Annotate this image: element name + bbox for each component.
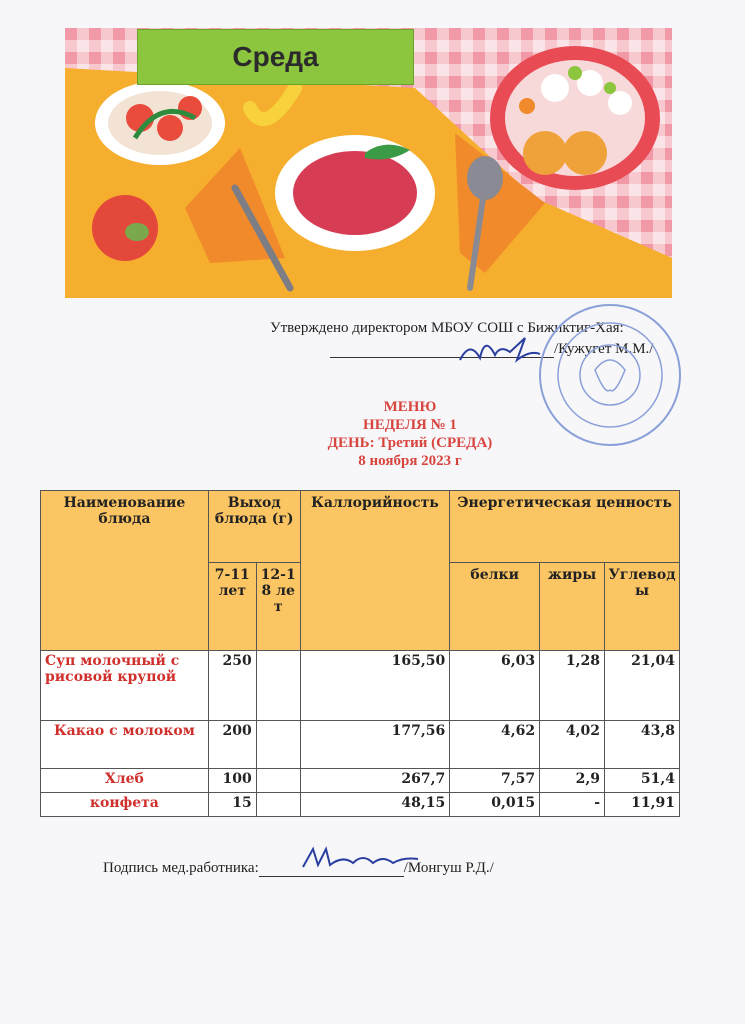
protein-value: 4,62 [450,721,540,769]
output-7-11: 100 [208,769,256,793]
menu-date: 8 ноября 2023 г [358,453,462,469]
header-carbs: Углеводы [605,563,680,651]
output-12-18 [256,793,300,817]
table-row [41,651,680,721]
output-12-18 [256,721,300,769]
table-row [41,793,680,817]
output-12-18 [256,769,300,793]
carbs-value: 21,04 [605,651,680,721]
output-7-11: 15 [208,793,256,817]
protein-value: 6,03 [450,651,540,721]
table-row [41,769,680,793]
fat-value: 4,02 [540,721,605,769]
carbs-value: 51,4 [605,769,680,793]
dish-name: Хлеб [41,769,209,793]
output-7-11: 200 [208,721,256,769]
fat-value: 1,28 [540,651,605,721]
approval-text: Утверждено директором МБОУ СОШ с Бижиктиг-Хая: [270,320,624,336]
fat-value: 2,9 [540,769,605,793]
header-age-12-18: 12-18 лет [256,563,300,651]
output-12-18 [256,651,300,721]
calories-value: 165,50 [300,651,450,721]
calories-value: 48,15 [300,793,450,817]
signature-label: Подпись мед.работника: [103,860,259,876]
menu-day: ДЕНЬ: Третий (СРЕДА) [327,435,493,451]
medic-name: /Монгуш Р.Д./ [403,860,494,876]
header-protein: белки [450,563,540,651]
dish-name: Суп молочный с рисовой крупой [41,651,209,721]
output-7-11: 250 [208,651,256,721]
protein-value: 7,57 [450,769,540,793]
protein-value: 0,015 [450,793,540,817]
menu-title: МЕНЮ [383,399,437,415]
header-dish-name: Наименование блюда [41,491,209,651]
header-output: Выход блюда (г) [208,491,300,563]
calories-value: 177,56 [300,721,450,769]
header-energy: Энергетическая ценность [450,491,680,563]
dish-name: Какао с молоком [41,721,209,769]
carbs-value: 11,91 [605,793,680,817]
menu-heading [240,398,580,470]
director-name: /Кужугет М.М./ [554,341,654,357]
dish-name: конфета [41,793,209,817]
calories-value: 267,7 [300,769,450,793]
fat-value: - [540,793,605,817]
carbs-value: 43,8 [605,721,680,769]
header-fat: жиры [540,563,605,651]
table-row [41,721,680,769]
header-calories: Каллорийность [300,491,450,651]
director-signature-icon [455,330,545,370]
menu-week: НЕДЕЛЯ № 1 [363,417,457,433]
medic-signature-icon [298,843,423,875]
menu-table [40,490,680,817]
day-title: Среда [137,29,414,85]
header-age-7-11: 7-11 лет [208,563,256,651]
